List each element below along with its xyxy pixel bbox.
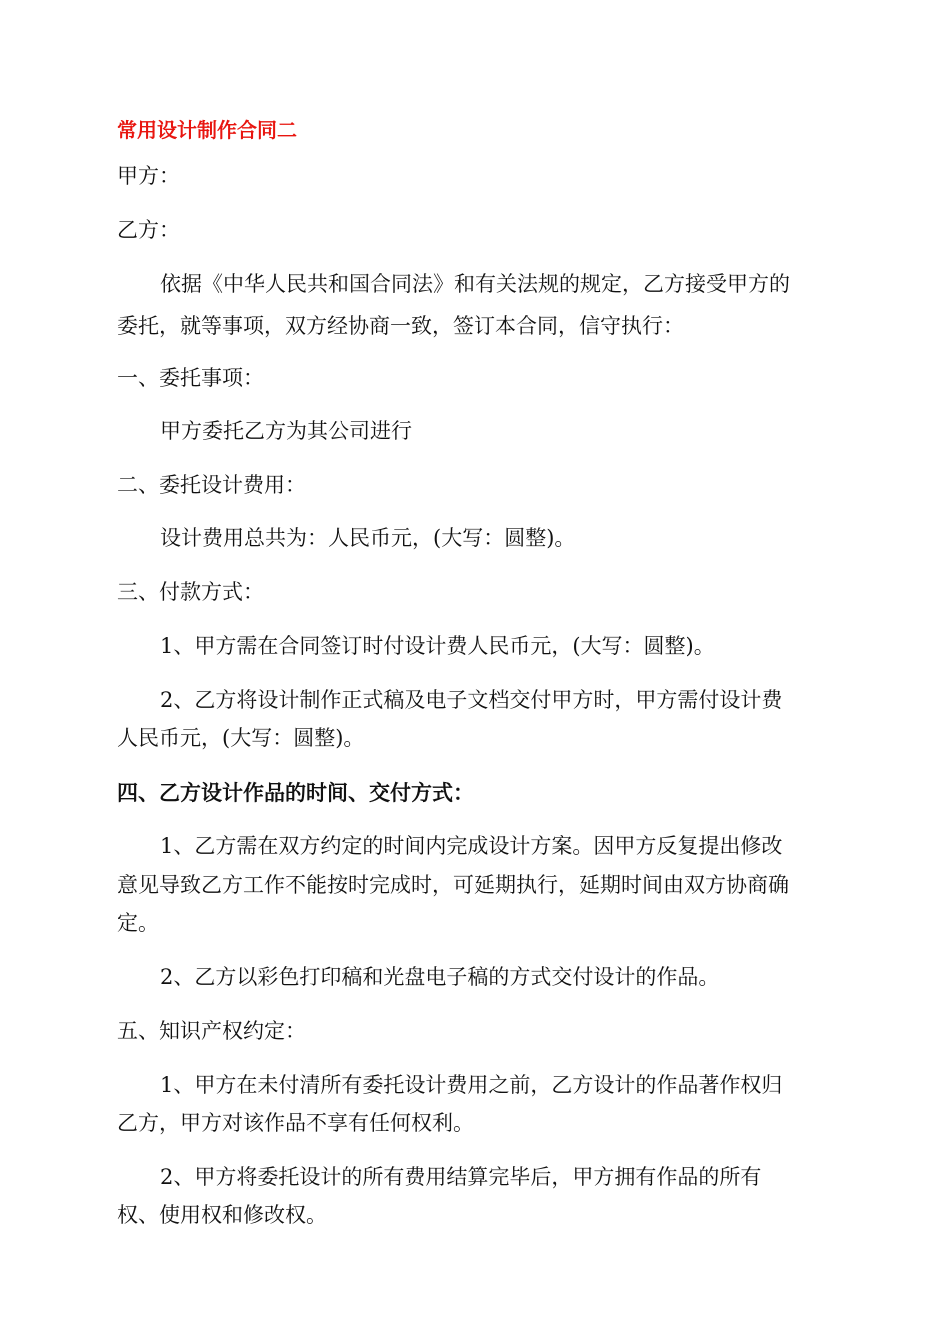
section-5-item-2-line-2: 权、使用权和修改权。 bbox=[117, 1203, 327, 1227]
section-3-heading: 三、付款方式： bbox=[117, 580, 264, 604]
intro-line-1: 依据《中华人民共和国合同法》和有关法规的规定，乙方接受甲方的 bbox=[160, 272, 790, 296]
section-4-heading: 四、乙方设计作品的时间、交付方式： bbox=[117, 780, 474, 805]
section-5-heading: 五、知识产权约定： bbox=[117, 1019, 306, 1043]
section-3-item-2-line-2: 人民币元，(大写：圆整)。 bbox=[117, 726, 365, 750]
intro-line-2: 委托，就等事项，双方经协商一致，签订本合同，信守执行： bbox=[117, 314, 684, 338]
section-4-item-1-line-3: 定。 bbox=[117, 911, 159, 935]
section-5-item-1-line-2: 乙方，甲方对该作品不享有任何权利。 bbox=[117, 1111, 474, 1135]
section-4-item-1-line-1: 1、乙方需在双方约定的时间内完成设计方案。因甲方反复提出修改 bbox=[160, 834, 783, 858]
section-3-item-1: 1、甲方需在合同签订时付设计费人民币元，(大写：圆整)。 bbox=[160, 634, 715, 658]
section-5-item-2-line-1: 2、甲方将委托设计的所有费用结算完毕后，甲方拥有作品的所有 bbox=[160, 1165, 762, 1189]
document-title: 常用设计制作合同二 bbox=[117, 118, 297, 142]
section-4-item-1-line-2: 意见导致乙方工作不能按时完成时，可延期执行，延期时间由双方协商确 bbox=[117, 873, 789, 897]
party-a-label: 甲方： bbox=[117, 164, 180, 188]
section-2-line: 设计费用总共为：人民币元，(大写：圆整)。 bbox=[160, 526, 576, 550]
section-1-line: 甲方委托乙方为其公司进行 bbox=[160, 419, 412, 443]
section-2-heading: 二、委托设计费用： bbox=[117, 473, 306, 497]
party-b-label: 乙方： bbox=[117, 218, 180, 242]
section-4-item-2: 2、乙方以彩色打印稿和光盘电子稿的方式交付设计的作品。 bbox=[160, 965, 720, 989]
section-3-item-2-line-1: 2、乙方将设计制作正式稿及电子文档交付甲方时，甲方需付设计费 bbox=[160, 688, 783, 712]
section-1-heading: 一、委托事项： bbox=[117, 366, 264, 390]
section-5-item-1-line-1: 1、甲方在未付清所有委托设计费用之前，乙方设计的作品著作权归 bbox=[160, 1073, 783, 1097]
